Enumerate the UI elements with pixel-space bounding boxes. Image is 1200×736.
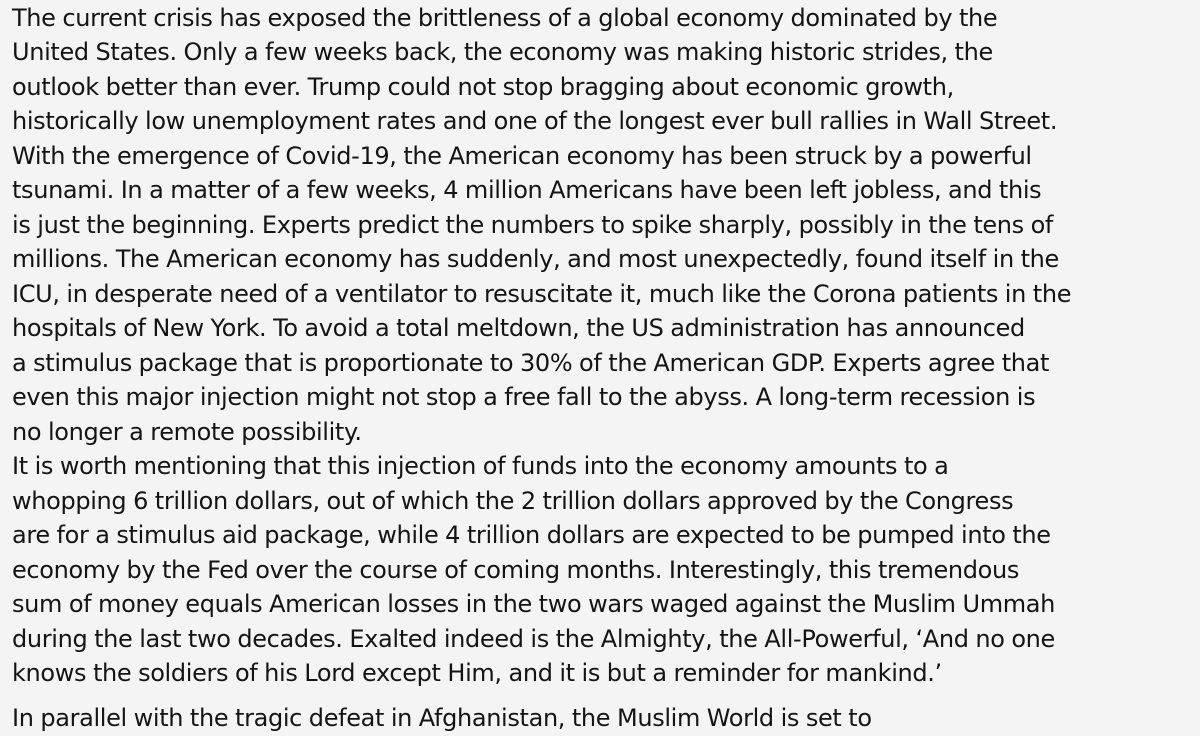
text-line-2: United States. Only a few weeks back, the economy was making historic strides, the <box>12 38 993 66</box>
text-line-12: even this major injection might not stop a free fall to the abyss. A long-term recession is <box>12 383 1036 411</box>
text-line-18: sum of money equals American losses in the two wars waged against the Muslim Ummah <box>12 590 1055 618</box>
text-line-15: whopping 6 trillion dollars, out of which the 2 trillion dollars approved by the Congress <box>12 487 1014 515</box>
text-line-16: are for a stimulus aid package, while 4 trillion dollars are expected to be pumped into the <box>12 521 1051 549</box>
text-line-13: no longer a remote possibility. <box>12 418 362 446</box>
text-line-20: knows the soldiers of his Lord except Him, and it is but a reminder for mankind.’ <box>12 659 942 687</box>
text-line-17: economy by the Fed over the course of coming months. Interestingly, this tremendous <box>12 556 1019 584</box>
text-line-1: The current crisis has exposed the brittleness of a global economy dominated by the <box>12 4 998 32</box>
text-line-8: millions. The American economy has suddenly, and most unexpectedly, found itself in the <box>12 245 1059 273</box>
text-line-14: It is worth mentioning that this injection of funds into the economy amounts to a <box>12 452 949 480</box>
text-line-5: With the emergence of Covid-19, the American economy has been struck by a powerful <box>12 142 1032 170</box>
text-line-10: hospitals of New York. To avoid a total meltdown, the US administration has announced <box>12 314 1025 342</box>
text-line-6: tsunami. In a matter of a few weeks, 4 million Americans have been left jobless, and this <box>12 176 1042 204</box>
text-line-3: outlook better than ever. Trump could not stop bragging about economic growth, <box>12 73 954 101</box>
partial-bottom-line-clip <box>0 700 1200 732</box>
text-line-9: ICU, in desperate need of a ventilator to resuscitate it, much like the Corona patients in the <box>12 280 1072 308</box>
text-line-19: during the last two decades. Exalted indeed is the Almighty, the All-Powerful, ‘And no one <box>12 625 1055 653</box>
text-line-partial-bottom: In parallel with the tragic defeat in Afghanistan, the Muslim World is set to <box>12 704 872 732</box>
text-line-7: is just the beginning. Experts predict the numbers to spike sharply, possibly in the tens of <box>12 211 1054 239</box>
text-line-4: historically low unemployment rates and one of the longest ever bull rallies in Wall Street. <box>12 107 1058 135</box>
text-line-11: a stimulus package that is proportionate to 30% of the American GDP. Experts agree that <box>12 349 1050 377</box>
